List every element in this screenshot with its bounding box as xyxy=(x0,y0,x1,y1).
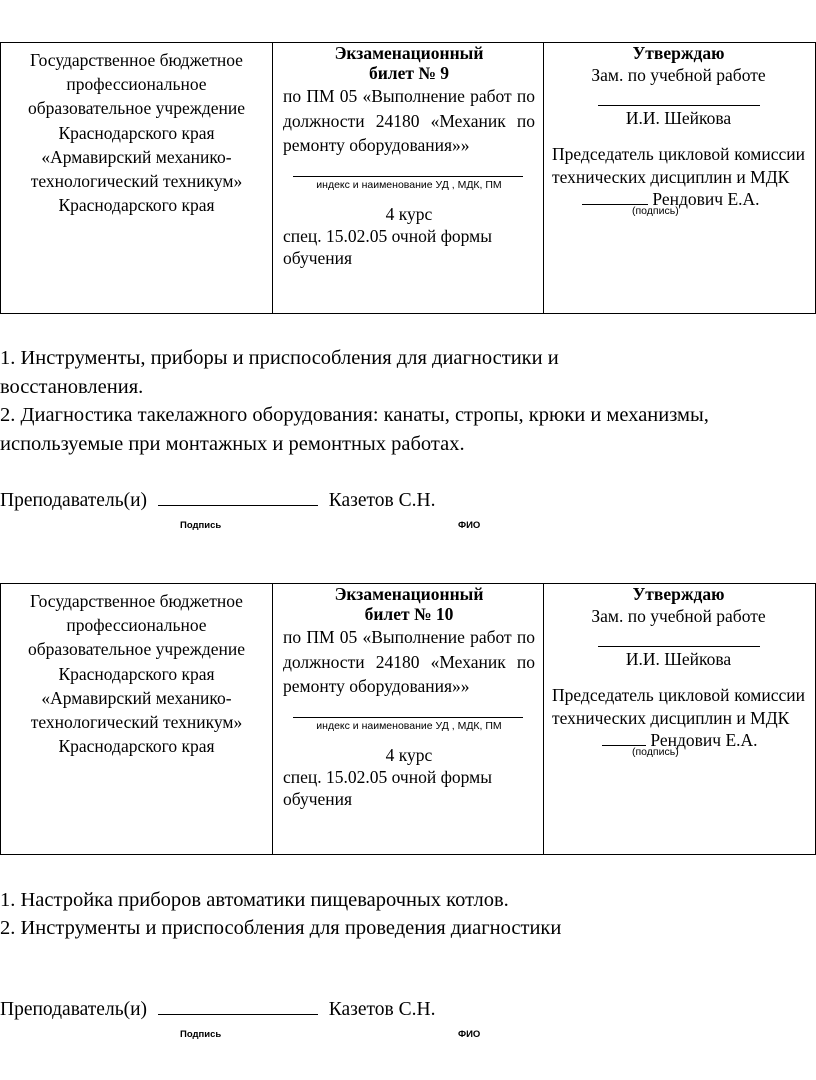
teacher-signature-line xyxy=(158,1014,318,1015)
index-line xyxy=(293,176,523,177)
course: 4 курс xyxy=(385,203,433,224)
ticket-header-table xyxy=(0,583,816,855)
question-2: 2. Диагностика такелажного оборудования: канаты, стропы, крюки и механизмы, используемые при монтажных и ремонтных работах. xyxy=(0,404,709,455)
specialty: спец. 15.02.05 очной формы обучения xyxy=(283,766,493,809)
institution-name: Государственное бюджетное профессиональное образовательное учреждение Краснодарского края «Армавирский механико-технологический техникум» Краснодарского края xyxy=(27,591,245,757)
approve-title: Утверждаю xyxy=(632,43,725,63)
sign-caption: Подпись xyxy=(180,1029,222,1040)
question-2: 2. Инструменты и приспособления для проведения диагностики xyxy=(0,917,562,939)
module-text: по ПМ 05 «Выполнение работ по должности 24180 «Механик по ремонту оборудования»» xyxy=(283,86,535,155)
signature-label: (подпись) xyxy=(632,746,679,758)
course: 4 курс xyxy=(385,744,433,765)
approve-name: И.И. Шейкова xyxy=(625,649,732,669)
ticket-title-line1: Экзаменационный xyxy=(334,43,484,63)
ticket-title-line1: Экзаменационный xyxy=(334,584,484,604)
signature-label: (подпись) xyxy=(632,205,679,217)
teacher-name: Казетов С.Н. xyxy=(328,490,436,511)
approve-role: Зам. по учебной работе xyxy=(591,606,766,626)
teacher-row xyxy=(0,490,435,512)
institution-cell xyxy=(1,584,273,854)
question-1: 1. Инструменты, приборы и приспособления для диагностики и восстановления. xyxy=(0,347,559,398)
ticket-info-cell xyxy=(273,43,544,313)
teacher-row xyxy=(0,999,435,1021)
ticket-info-cell xyxy=(273,584,544,854)
module-text: по ПМ 05 «Выполнение работ по должности 24180 «Механик по ремонту оборудования»» xyxy=(283,627,535,696)
fio-caption: ФИО xyxy=(458,520,481,531)
question-1: 1. Настройка приборов автоматики пищеварочных котлов. xyxy=(0,889,509,911)
specialty: спец. 15.02.05 очной формы обучения xyxy=(283,225,493,268)
teacher-label: Преподаватель(и) xyxy=(0,490,148,511)
index-line xyxy=(293,717,523,718)
fio-caption: ФИО xyxy=(458,1029,481,1040)
chair-name: Рендович Е.А. xyxy=(652,189,760,209)
approve-role: Зам. по учебной работе xyxy=(591,65,766,85)
approval-cell xyxy=(544,584,815,854)
chair-text: Председатель цикловой комиссии технических дисциплин и МДК xyxy=(552,144,805,187)
chair-text: Председатель цикловой комиссии технических дисциплин и МДК xyxy=(552,685,805,728)
sign-caption: Подпись xyxy=(180,520,222,531)
teacher-signature-line xyxy=(158,505,318,506)
teacher-name: Казетов С.Н. xyxy=(328,999,436,1020)
teacher-label: Преподаватель(и) xyxy=(0,999,148,1020)
index-label: индекс и наименование УД , МДК, ПМ xyxy=(316,178,502,191)
approval-cell xyxy=(544,43,815,313)
approve-title: Утверждаю xyxy=(632,584,725,604)
institution-name: Государственное бюджетное профессиональное образовательное учреждение Краснодарского края «Армавирский механико-технологический техникум» Краснодарского края xyxy=(27,50,245,216)
index-label: индекс и наименование УД , МДК, ПМ xyxy=(316,719,502,732)
institution-cell xyxy=(1,43,273,313)
ticket-number: билет № 9 xyxy=(368,63,450,83)
ticket-header-table xyxy=(0,42,816,314)
approve-name: И.И. Шейкова xyxy=(625,108,732,128)
ticket-number: билет № 10 xyxy=(364,604,454,624)
chair-name: Рендович Е.А. xyxy=(650,730,758,750)
